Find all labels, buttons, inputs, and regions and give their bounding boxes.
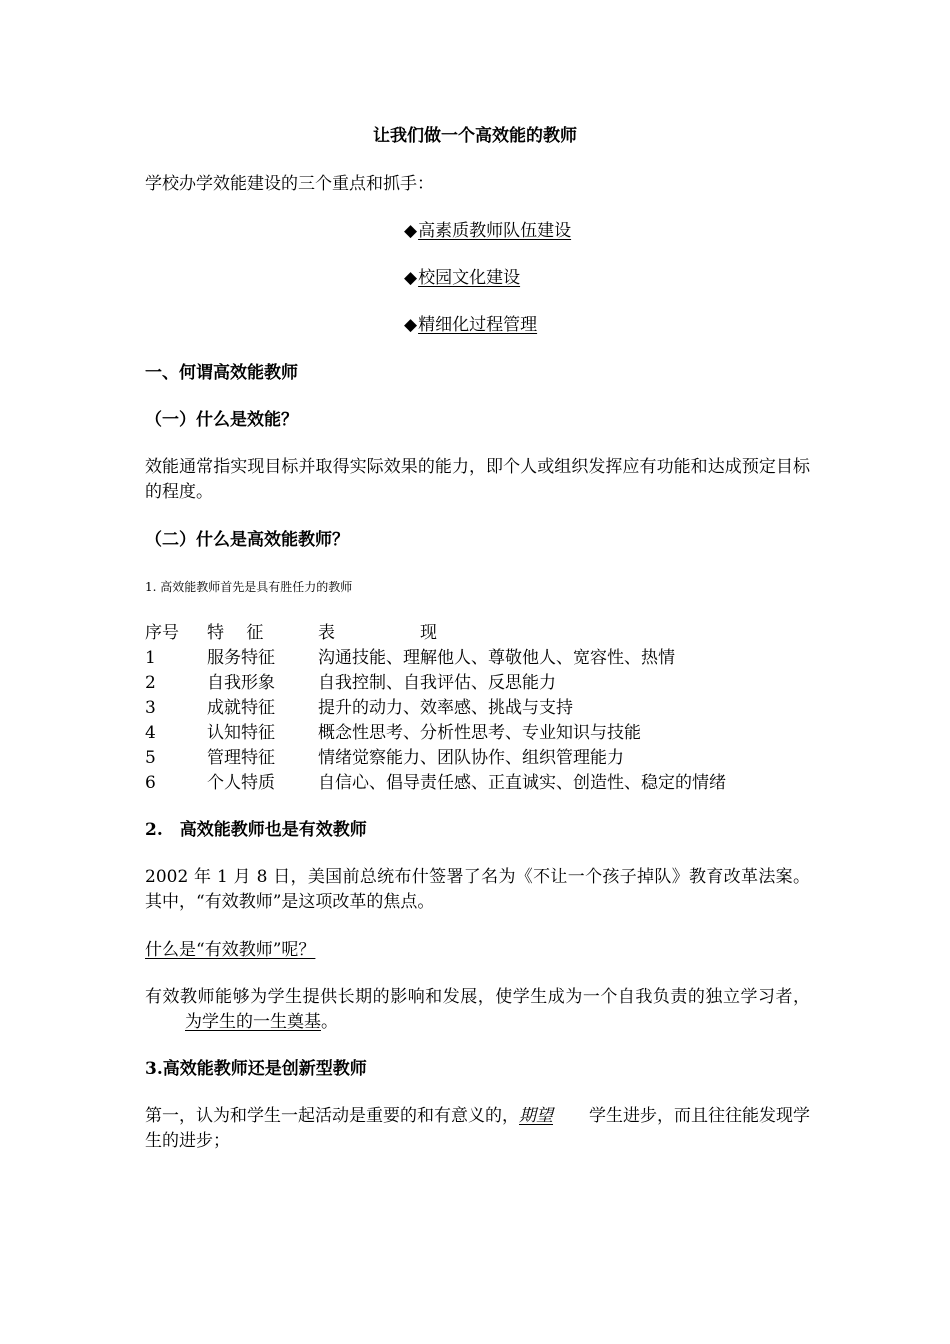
focus-item-2 (404, 266, 520, 290)
diamond-bullet-icon: ◆ (404, 221, 418, 241)
focus-item-label: 校园文化建设 (418, 268, 521, 288)
table-cell: 自我控制、自我评估、反思能力 (318, 673, 556, 693)
table-cell: 情绪觉察能力、团队协作、组织管理能力 (318, 748, 624, 768)
sub2-heading: （二）什么是高效能教师？ (145, 530, 349, 550)
table-header: 特 征 (207, 623, 264, 643)
point3-text (145, 1104, 810, 1154)
point2-answer (145, 985, 810, 1035)
point3-emphasis: 期望 (519, 1106, 553, 1126)
section1-heading: 一、何谓高效能教师 (145, 363, 298, 383)
point3-heading: 3.高效能教师还是创新型教师 (145, 1059, 367, 1079)
point1-text: 1. 高效能教师首先是具有胜任力的教师 (145, 580, 353, 594)
table-cell: 认知特征 (207, 723, 275, 743)
focus-item-3 (404, 313, 537, 337)
answer-text: 有效教师能够为学生提供长期的影响和发展，使学生成为一个自我负责的独立学习者， (145, 987, 810, 1007)
table-cell: 5 (145, 748, 156, 768)
table-cell: 自信心、倡导责任感、正直诚实、创造性、稳定的情绪 (318, 773, 726, 793)
table-cell: 3 (145, 698, 156, 718)
sub1-heading: （一）什么是效能？ (145, 410, 298, 430)
point3-text-c: 学生进步，而且往往能发现学生的进步； (145, 1106, 810, 1151)
table-cell: 个人特质 (207, 773, 275, 793)
table-cell: 成就特征 (207, 698, 275, 718)
focus-item-1 (404, 219, 571, 243)
point2-heading: 2. 高效能教师也是有效教师 (145, 820, 367, 840)
focus-item-label: 精细化过程管理 (418, 315, 538, 335)
page-title: 让我们做一个高效能的教师 (373, 126, 577, 146)
table-cell: 1 (145, 648, 156, 668)
answer-emphasis: 为学生的一生奠基 (185, 1012, 321, 1032)
table-cell: 自我形象 (207, 673, 275, 693)
table-header: 表 现 (318, 623, 437, 643)
table-cell: 概念性思考、分析性思考、专业知识与技能 (318, 723, 641, 743)
table-cell: 服务特征 (207, 648, 275, 668)
point2-question: 什么是“有效教师”呢？ (145, 940, 316, 960)
point2-text: 2002 年 1 月 8 日，美国前总统布什签署了名为《不让一个孩子掉队》教育改革法案。其中，“有效教师”是这项改革的焦点。 (145, 867, 810, 912)
table-cell: 提升的动力、效率感、挑战与支持 (318, 698, 573, 718)
table-cell: 沟通技能、理解他人、尊敬他人、宽容性、热情 (318, 648, 675, 668)
diamond-bullet-icon: ◆ (404, 268, 418, 288)
table-cell: 2 (145, 673, 156, 693)
intro-text: 学校办学效能建设的三个重点和抓手： (145, 174, 434, 194)
point3-text-a: 第一，认为和学生一起活动是重要的和有意义的， (145, 1106, 519, 1126)
sub1-text: 效能通常指实现目标并取得实际效果的能力，即个人或组织发挥应有功能和达成预定目标的程度。 (145, 457, 810, 502)
focus-item-label: 高素质教师队伍建设 (418, 221, 572, 241)
answer-end: 。 (321, 1012, 338, 1032)
table-cell: 管理特征 (207, 748, 275, 768)
table-header: 序号 (145, 623, 179, 643)
table-cell: 6 (145, 773, 156, 793)
table-cell: 4 (145, 723, 156, 743)
diamond-bullet-icon: ◆ (404, 315, 418, 335)
